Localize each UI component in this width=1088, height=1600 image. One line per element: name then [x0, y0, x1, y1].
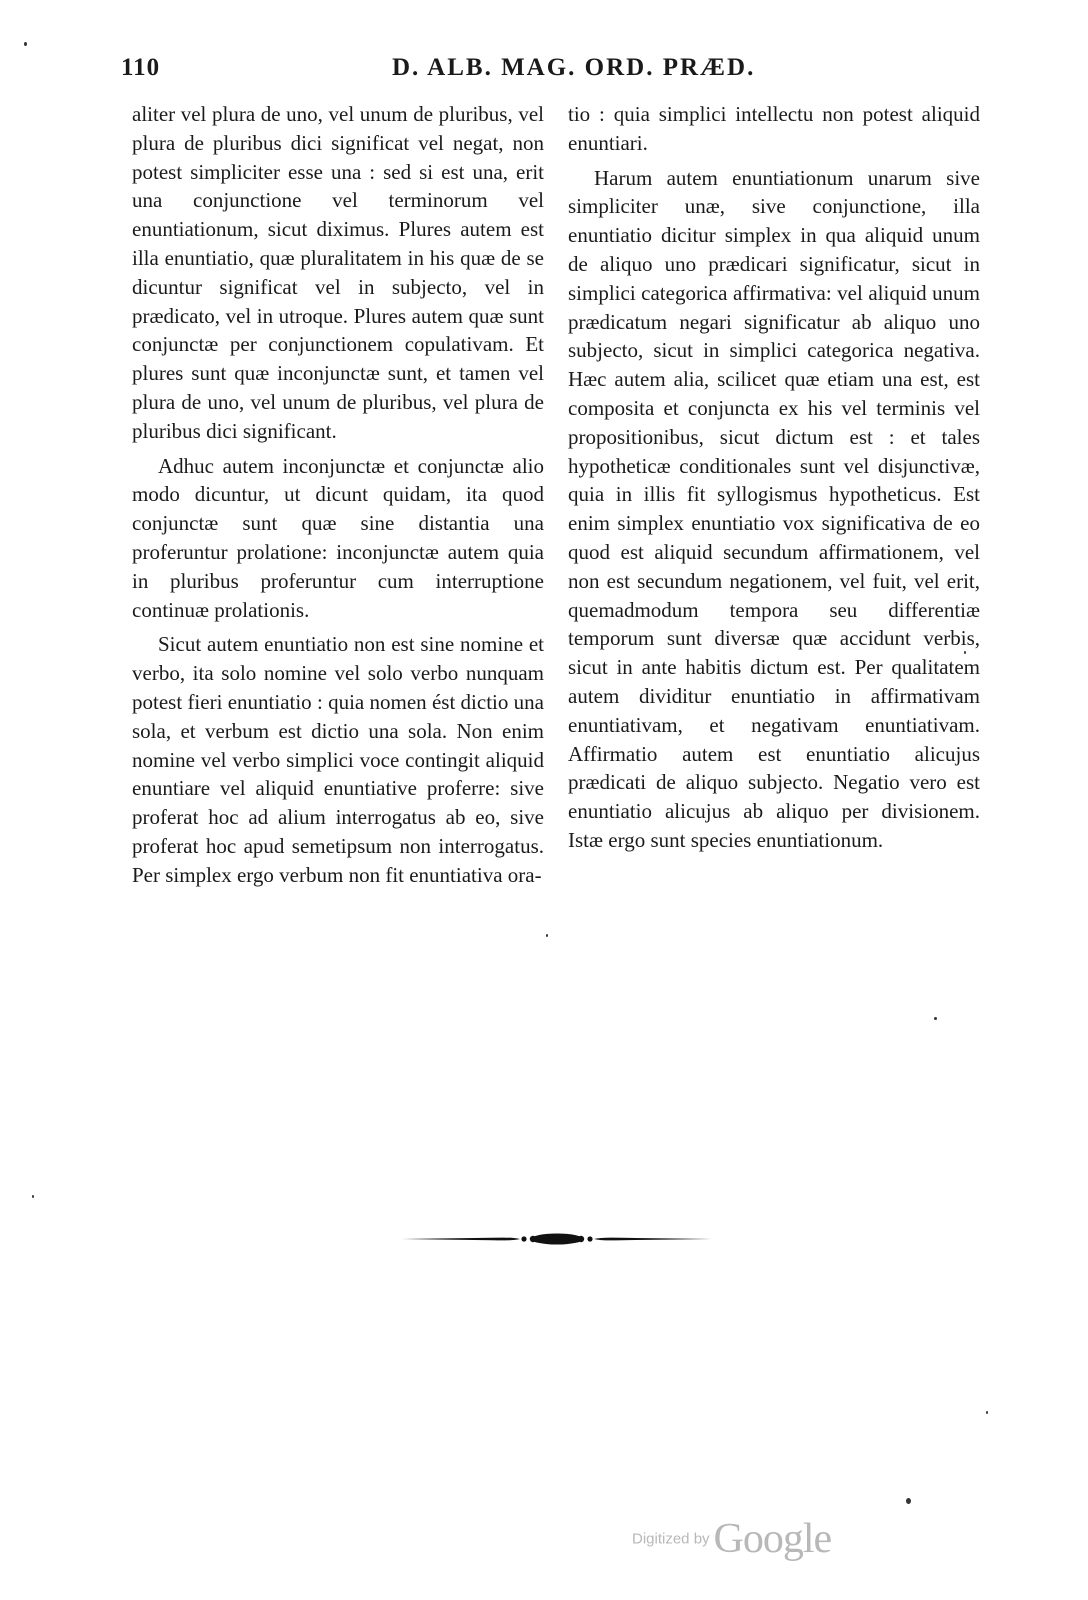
- paper-speck: [906, 1498, 911, 1504]
- right-paragraph-2: Harum autem enuntiationum unarum sive simpliciter unæ, sive conjunctione, illa enuntiatio dicitur simplex in qua aliquid unum de aliquo uno prædicari significatur, sicut in simplici categorica affirmativa: vel aliquid unum prædicatum negari significatur ab aliquo uno subjecto, sicut in simplici categorica negativa. Hæc autem alia, scilicet quæ etiam una est, est composita et conjuncta ex his vel terminis vel propositionibus, sicut dictum est : et tales hypotheticæ conditionales sunt vel disjunctivæ, quia in illis fit syllogismus hypotheticus. Est enim simplex enuntiatio vox significativa de eo quod est aliquid secundum affirmationem, vel non est secundum negationem, vel fuit, vel erit, quemadmodum tempora seu differentiæ temporum sunt diversæ quæ accidunt verbis, sicut in ante habitis dictum est. Per qualitatem autem dividitur enuntiatio in affirmativam enuntiativam, et negativam enuntiativam. Affirmatio autem est enuntiatio alicujus prædicati de aliquo subjecto. Negatio vero est enuntiatio alicujus ab aliquo per divisionem. Istæ ergo sunt species enuntiationum.: [568, 165, 980, 852]
- right-paragraph-1: tio : quia simplici intellectu non potest aliquid enuntiari.: [568, 102, 980, 155]
- left-paragraph-1: aliter vel plura de uno, vel unum de pluribus, vel plura de pluribus dici significat vel negat, non potest simpliciter esse una : sed si est una, erit una conjunctione vel terminorum vel enuntiationum, sicut diximus. Plures autem est illa enuntiatio, quæ pluralitatem in his quæ de se dicuntur significat vel in subjecto, vel in prædicato, vel in utroque. Plures autem quæ sunt conjunctæ per conjunctionem copulativam. Et plures sunt quæ inconjunctæ sunt, et tamen vel plura de uno, vel unum de pluribus, vel plura de pluribus dici significant.: [132, 102, 544, 443]
- paper-speck: [964, 651, 966, 654]
- paper-speck: [934, 1017, 937, 1020]
- paper-speck: [24, 42, 27, 46]
- left-paragraph-3: Sicut autem enuntiatio non est sine nomine et verbo, ita solo nomine vel solo verbo nunquam potest fieri enuntiatio : quia nomen ést dictio una sola, et verbum est dictio una sola. Non enim nomine vel verbo simplici voce contingit aliquid enuntiare vel aliquid enuntiative proferre: sive proferat hoc ad alium interrogatus ab eo, sive proferat hoc apud semetipsum non interrogatus. Per simplex ergo verbum non fit enuntiativa ora-: [132, 632, 544, 887]
- paper-speck: [546, 934, 548, 937]
- paper-speck: [32, 1195, 34, 1198]
- watermark-prefix: Digitized by: [632, 1530, 710, 1548]
- digitized-watermark: [632, 1515, 831, 1563]
- page-number: 110: [121, 54, 161, 81]
- paper-speck: [986, 1411, 988, 1414]
- left-paragraph-2: Adhuc autem inconjunctæ et conjunctæ alio modo dicuntur, ut dicunt quidam, ita quod conjunctæ sunt quæ sine distantia una proferuntur prolatione: inconjunctæ autem quia in pluribus proferuntur cum interruptione continuæ prolationis.: [132, 453, 544, 622]
- left-column: [132, 100, 544, 890]
- right-column: [568, 100, 980, 855]
- running-head: D. ALB. MAG. ORD. PRÆD.: [392, 54, 756, 81]
- ornamental-divider: [402, 1231, 712, 1247]
- google-logo: Google: [713, 1516, 832, 1562]
